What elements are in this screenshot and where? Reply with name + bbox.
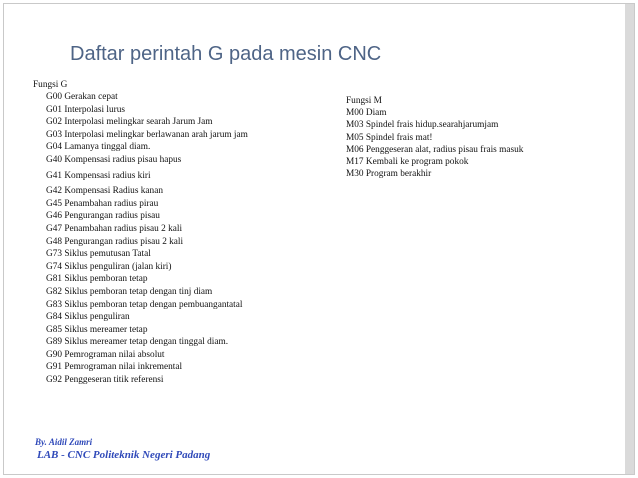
g-code-item: G91 Pemrograman nilai inkremental — [46, 362, 183, 373]
g-code-item: G41 Kompensasi radius kiri — [46, 170, 151, 181]
m-code-item: M03 Spindel frais hidup.searahjarumjam — [346, 120, 499, 131]
g-code-item: G74 Siklus penguliran (jalan kiri) — [46, 261, 172, 272]
g-code-item: G48 Pengurangan radius pisau 2 kali — [46, 236, 184, 247]
g-code-item: G47 Penambahan radius pisau 2 kali — [46, 223, 183, 234]
g-code-item: G40 Kompensasi radius pisau hapus — [46, 154, 182, 165]
g-code-item: G84 Siklus penguliran — [46, 312, 130, 323]
g-code-list — [33, 79, 248, 387]
g-code-item: G02 Interpolasi melingkar searah Jarum Jam — [46, 117, 213, 128]
m-code-header: Fungsi M — [346, 96, 382, 106]
m-code-list — [346, 95, 523, 180]
m-code-item: M30 Program berakhir — [346, 169, 432, 180]
g-code-item: G01 Interpolasi lurus — [46, 104, 126, 115]
g-code-header: Fungsi G — [33, 80, 68, 90]
footer-lab: LAB - CNC Politeknik Negeri Padang — [37, 449, 211, 461]
slide-title: Daftar perintah G pada mesin CNC — [70, 43, 382, 65]
g-code-item: G73 Siklus pemutusan Tatal — [46, 249, 151, 260]
footer-author: By. Aidil Zamri — [35, 437, 93, 447]
g-code-item: G83 Siklus pemboran tetap dengan pembuangantatal — [46, 299, 243, 310]
g-code-item: G46 Pengurangan radius pisau — [46, 211, 160, 222]
g-code-item: G04 Lamanya tinggal diam. — [46, 142, 151, 153]
m-code-item: M17 Kembali ke program pokok — [346, 156, 469, 167]
g-code-item: G82 Siklus pemboran tetap dengan tinj diam — [46, 286, 213, 297]
g-code-item: G42 Kompensasi Radius kanan — [46, 186, 163, 197]
m-code-item: M00 Diam — [346, 108, 387, 119]
m-code-item: M06 Penggeseran alat, radius pisau frais masuk — [346, 144, 524, 155]
slide-side-bar — [625, 4, 634, 474]
g-code-item: G45 Penambahan radius pirau — [46, 198, 159, 209]
g-code-item: G03 Interpolasi melingkar berlawanan arah jarum jam — [46, 129, 248, 140]
g-code-item: G92 Penggeseran titik referensi — [46, 375, 164, 386]
g-code-item: G89 Siklus mereamer tetap dengan tinggal diam. — [46, 337, 229, 348]
g-code-item: G81 Siklus pemboran tetap — [46, 274, 148, 285]
m-code-item: M05 Spindel frais mat! — [346, 132, 433, 143]
slide-footer — [35, 436, 210, 462]
g-code-item: G00 Gerakan cepat — [46, 92, 118, 102]
g-code-item: G90 Pemrograman nilai absolut — [46, 349, 165, 360]
g-code-item: G85 Siklus mereamer tetap — [46, 324, 148, 335]
